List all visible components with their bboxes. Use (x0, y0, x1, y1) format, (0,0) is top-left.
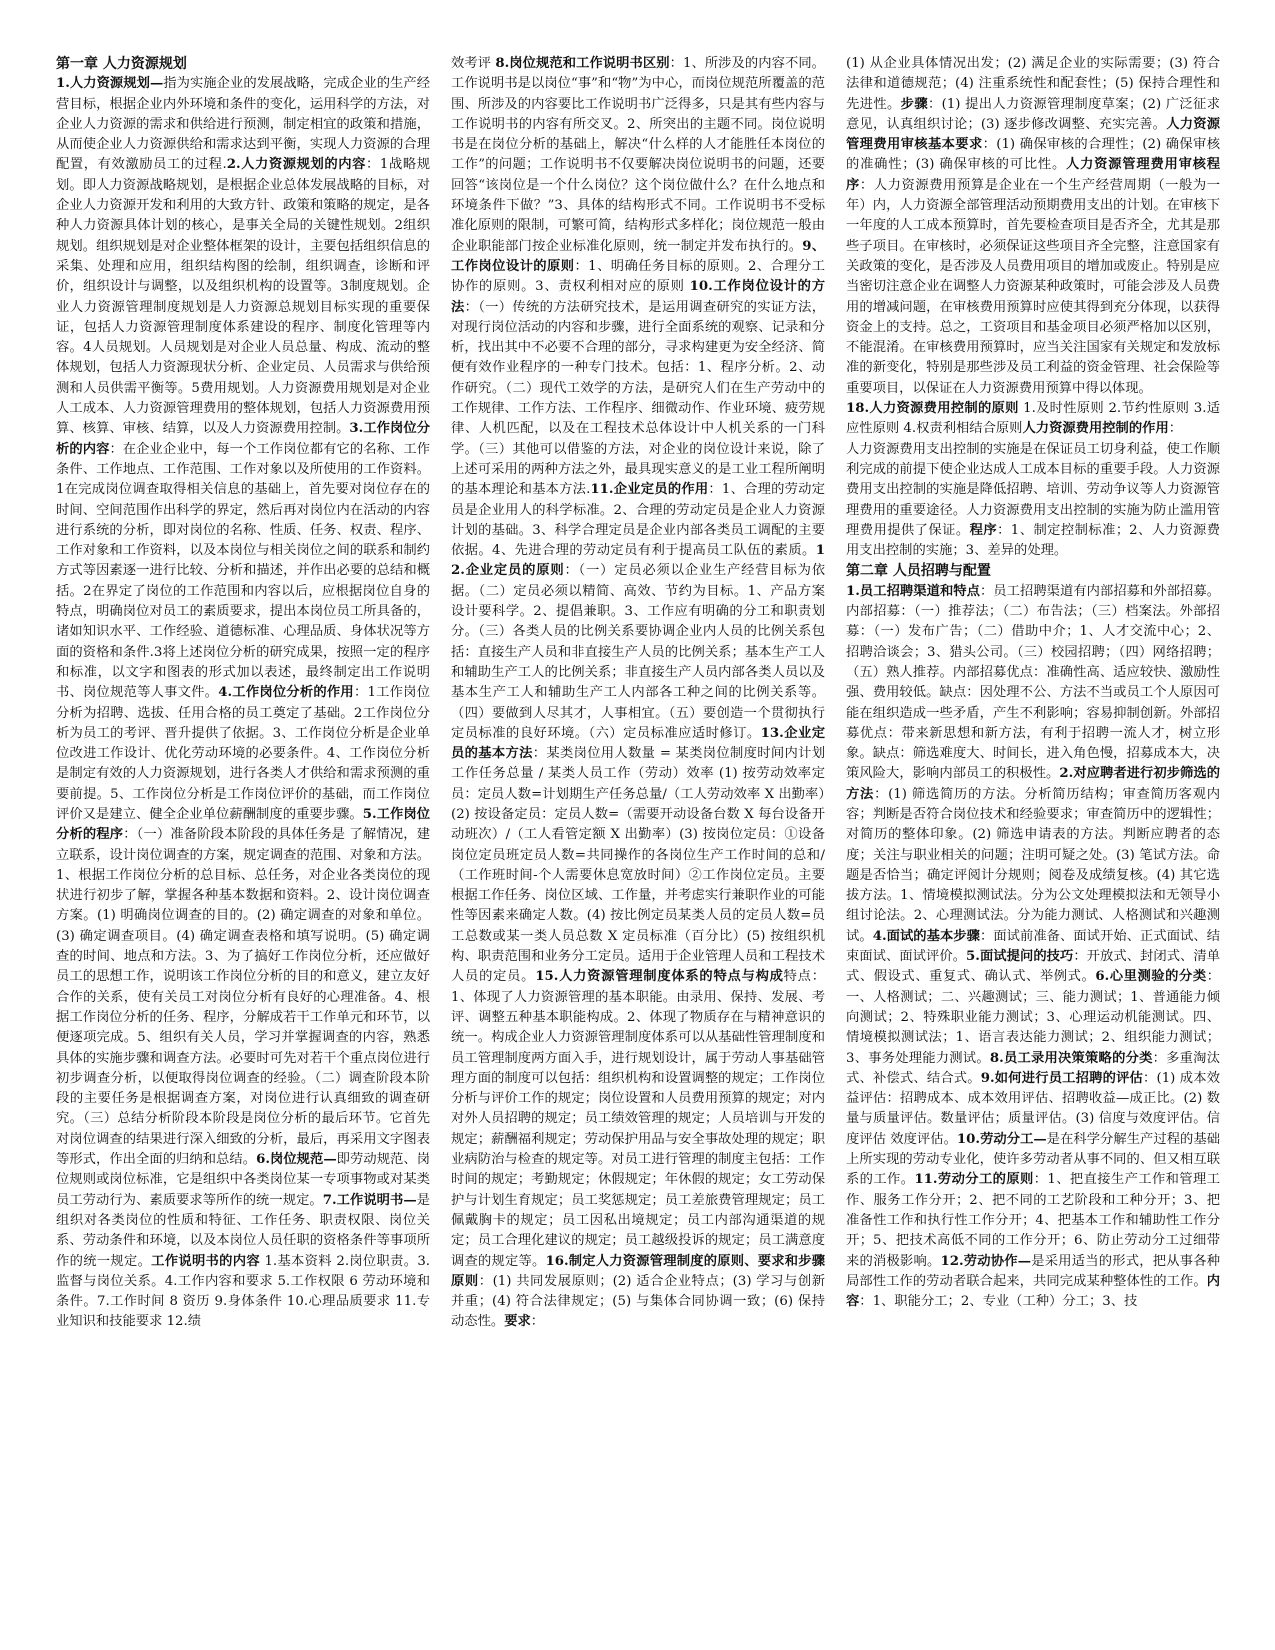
body-text: ：某类岗位用人数量 = 某类岗位制度时间内计划工作任务总量 / 某类人员工作（劳动）效率 (1) 按劳动效率定员：定员人数=计划期生产任务总量/（工人劳动效率 X 出勤率）(2) 按设备定员：定员人数=（需要开动设备台数 X 每台设备开动班次）/（工人看管定额 X 出勤率）(3) 按岗位定员：①设备岗位定员班定员人数=共同操作的各岗位生产工作时间的总和/（工作班时间-个人需要休息宽放时间）②工作岗位定员。主要根据工作任务、岗位区域、工作量，并考虑实行兼职作业的可能性等因素来确定人数。(4) 按比例定员某类人员的定员人数=员工总数或某一类人员总数 X 定员标准（百分比）(5) 按组织机构、职责范围和业务分工定员。适用于企业管理人员和工程技术人员的定员。 (451, 746, 825, 985)
body-text: ：(1) 共同发展原则；(2) 适合企业特点；(3) 学习与创新并重；(4) 符合法律规定；(5) 与集体合同协调一致；(6) 保持动态性。 (451, 1273, 825, 1330)
term-heading: 7.工作说明书— (322, 1192, 417, 1208)
body-text: ：多重淘汰式、补偿式、结合式。 (846, 1050, 1220, 1086)
term-heading: 6.岗位规范— (256, 1152, 337, 1168)
body-text: ： (1168, 421, 1183, 437)
body-text: ：1、职能分工；2、专业（工种）分工；3、技 (859, 1294, 1138, 1310)
term-heading: 内容 (846, 1273, 1220, 1310)
body-text: 是采用适当的形式，把从事各种局部性工作的劳动者联合起来，共同完成某种整体性的工作。 (846, 1253, 1220, 1289)
body-text: ：1工作岗位分析为招聘、选拔、任用合格的员工奠定了基础。2工作岗位分析为员工的考评、晋升提供了依据。3、工作岗位分析是企业单位改进工作设计、优化劳动环境的必要条件。4、工作岗位分析是制定有效的人力资源规划，进行各类人才供给和需求预测的重要前提。5、工作岗位分析是工作岗位评价的基础，而工作岗位评价又是建立、健全企业单位薪酬制度的重要步骤。 (56, 685, 430, 822)
body-text: ： (530, 1314, 545, 1330)
body-text: ：在企业企业中，每一个工作岗位都有它的名称、工作条件、工作地点、工作范围、工作对象以及所使用的工作资料。1在完成岗位调查取得相关信息的基础上，首先要对岗位存在的时间、空间范围作出科学的界定，然后再对岗位内在活动的内容进行系统的分析，即对岗位的名称、性质、任务、权责、程序、工作对象和工作资料，以及本岗位与相关岗位之间的联系和制约方式等因素逐一进行比较、分析和描述，并作出必要的总结和概括。2在界定了岗位的工作范围和内容以后，应根据岗位自身的特点，明确岗位对员工的素质要求，提出本岗位员工所具备的，诸如知识水平、工作经验、道德标准、心理品质、身体状况等方面的资格和条件.3将上述岗位分析的研究成果，按照一定的程序和标准，以文字和图表的形式加以表述，最终制定出工作说明书、岗位规范等人事文件。 (56, 441, 430, 701)
body-text: ：(1) 确保审核的合理性；(2) 确保审核的准确性；(3) 确保审核的可比性。 (846, 137, 1220, 173)
body-text: 1.及时性原则 2.节约性原则 3.适应性原则 4.权责利相结合原则 (846, 401, 1220, 437)
term-heading: 1.员工招聘渠道和特点 (846, 583, 980, 599)
body-text: 是在科学分解生产过程的基础上所实现的劳动专业化，使许多劳动者从事不同的、但又相互联系的工作。 (846, 1131, 1220, 1188)
body-text: ：1、所涉及的内容不同。工作说明书是以岗位“事”和“物”为中心，而岗位规范所覆盖的范围、所涉及的内容要比工作说明书广泛得多，只是其有些内容与工作说明书的内容有所交叉。2、所突出的主题不同。岗位说明书是在岗位分析的基础上，解决“什么样的人才能胜任本岗位的工作”的问题；工作说明书不仅要解决岗位说明书的问题，还要回答“该岗位是一个什么岗位？这个岗位做什么？在什么地点和环境条件下做？”3、具体的结构形式不同。工作说明书不受标准化原则的限制，可繁可简，结构形式多样化；岗位规范一般由企业职能部门按企业标准化原则，统一制定并发布执行的。 (451, 56, 825, 254)
term-heading: 13.企业定员的基本方法 (451, 725, 825, 762)
term-heading: 4.面试的基本步骤 (872, 928, 980, 944)
chapter-heading (846, 561, 1220, 581)
body-text: 人力资源费用支出控制的实施是在保证员工切身利益，使工作顺利完成的前提下使企业达成人工成本目标的重要手段。人力资源费用支出控制的实施是降低招聘、培训、劳动争议等人力资源管理费用的重要途径。人力资源费用支出控制的实施为防止滥用管理费用提供了保证。 (846, 441, 1220, 538)
term-heading: 工作说明书的内容 (151, 1253, 260, 1269)
body-text: ：1战略规划。即人力资源战略规划，是根据企业总体发展战略的目标，对企业人力资源开发和利用的大致方针、政策和策略的规定，是各种人力资源具体计划的核心，是事关全局的关键性规划。2组织规划。组织规划是对企业整体框架的设计，主要包括组织信息的采集、处理和应用，组织结构图的绘制，组织调查，诊断和评价，组织设计与调整，以及组织机构的设置等。3制度规划。企业人力资源管理制度规划是人力资源总规划目标实现的重要保证，包括人力资源管理制度体系建设的程序、制度化管理等内容。4人员规划。人员规划是对企业人员总量、构成、流动的整体规划，包括人力资源现状分析、企业定员、人员需求与供给预测和人员供需平衡等。5费用规划。人力资源费用规划是对企业人工成本、人力资源管理费用的整体规划，包括人力资源费用预算、核算、审核、结算，以及人力资源费用控制。 (56, 157, 430, 437)
body-text: ：（一）传统的方法研究技术，是运用调查研究的实证方法，对现行岗位活动的内容和步骤，进行全面系统的观察、记录和分析，找出其中不必要不合理的部分，寻求构建更为安全经济、简便有效作业程序的一种专门技术。包括：1、程序分析。2、动作研究。（二）现代工效学的方法，是研究人们在生产劳动中的工作规律、工作方法、工作程序、细微动作、作业环境、疲劳规律、人机匹配，以及在工程技术总体设计中人机关系的一门科学。（三）其他可以借鉴的方法，对企业的岗位设计来说，除了上述可采用的两种方法之外，最具现实意义的是工业工程所阐明的基本理论和基本方法. (451, 299, 825, 498)
paragraph (56, 74, 430, 1332)
term-heading: 18.人力资源费用控制的原则 (846, 401, 1019, 417)
body-text: 指为实施企业的发展战略，完成企业的生产经营目标，根据企业内外环境和条件的变化，运用科学的方法，对企业人力资源的需求和供给进行预测，制定相宜的政策和措施，从而使企业人力资源供给和需求达到平衡，实现人力资源的合理配置，有效激励员工的过程. (56, 76, 430, 173)
paragraph (846, 399, 1220, 440)
body-text: ：(1) 筛选简历的方法。分析简历结构；审查简历客观内容；判断是否符合岗位技术和经验要求；审查简历中的逻辑性；对简历的整体印象。(2) 筛选申请表的方法。判断应聘者的态度；关注与职业相关的问题；注明可疑之处。(3) 笔试方法。命题是否恰当；确定评阅计分规则；阅卷及成绩复核。(4) 其它选拔方法。1、情境模拟测试法。分为公文处理模拟法和无领导小组讨论法。2、心理测试法。分为能力测试、人格测试和兴趣测试。 (846, 786, 1220, 944)
paragraph (451, 54, 825, 1333)
body-text: ：1、制定控制标准；2、人力资源费用支出控制的实施；3、差异的处理。 (846, 522, 1220, 559)
term-heading: 2.对应聘者进行初步筛选的方法 (846, 766, 1220, 802)
paragraph (846, 582, 1220, 1313)
body-text: 1.基本资料 2.岗位职责。3.监督与岗位关系。4.工作内容和要求 5.工作权限 6 劳动环境和条件。7.工作时间 8 资历 9.身体条件 10.心理品质要求 11.专业知识和技能要求 12.绩 (56, 1253, 430, 1330)
term-heading: 人力资源费用控制的作用 (1022, 421, 1169, 437)
term-heading: 11.企业定员的作用 (590, 482, 709, 498)
term-heading: 第二章 人员招聘与配置 (846, 563, 991, 580)
term-heading: 1.人力资源规划— (56, 76, 164, 92)
term-heading: 5.面试提问的技巧 (966, 949, 1074, 965)
term-heading: 12.劳动协作— (940, 1253, 1032, 1269)
body-text: ：员工招聘渠道有内部招募和外部招募。内部招募：（一）推荐法；（二）布告法；（三）档案法。外部招募：（一）发布广告；（二）借助中介；1、人才交流中心；2、招聘洽谈会；3、猎头公司。（三）校园招聘；（四）网络招聘；（五）熟人推荐。内部招募优点：准确性高、适应较快、激励性强、费用较低。缺点：因处理不公、方法不当或员工个人原因可能在组织造成一些矛盾，产生不利影响；容易抑制创新。外部招募优点：带来新思想和新方法，有利于招聘一流人才，树立形象。缺点：筛选难度大、时间长，进入角色慢，招募成本大，决策风险大，影响内部员工的积极性。 (846, 583, 1220, 782)
term-heading: 第一章 人力资源规划 (56, 56, 187, 72)
term-heading: 8.岗位规范和工作说明书区别 (495, 56, 670, 71)
body-text: ：开放式、封闭式、清单式、假设式、重复式、确认式、举例式。 (846, 949, 1220, 985)
body-text: ：面试前准备、面试开始、正式面试、结束面试、面试评价。 (846, 928, 1220, 965)
body-text: 特点：1、体现了人力资源管理的基本职能。由录用、保持、发展、考评、调整五种基本职能构成。2、体现了物质存在与精神意识的统一。构成企业人力资源管理制度体系可以从基础性管理制度和员工管理制度两方面入手，进行规划设计，属于劳动人事基础管理方面的制度可以包括：组织机构和设置调整的规定；工作岗位分析与评价工作的规定；岗位设置和人员费用预算的规定；对内对外人员招聘的规定；员工绩效管理的规定；人员培训与开发的规定；薪酬福利规定；劳动保护用品与安全事故处理的规定；职业病防治与检查的规定等。对员工进行管理的制度主包括：工作时间的规定；考勤规定；休假规定；年休假的规定；女工劳动保护与计划生育规定；员工奖惩规定；员工差旅费管理规定；员工佩戴胸卡的规定；员工因私出境规定；员工内部沟通渠道的规定；员工合理化建议的规定；员工越级投诉的规定；员工满意度调查的规定等。 (451, 969, 825, 1269)
body-text: ：(1) 成本效益评估：招聘成本、成本效用评估、招聘收益—成正比。(2) 数量与质量评估。数量评估；质量评估。(3) 信度与效度评估。信度评估 效度评估。 (846, 1070, 1220, 1147)
body-text: ：1、把直接生产工作和管理工作、服务工作分开；2、把不同的工艺阶段和工种分开；3、把准备性工作和执行性工作分开；4、把基本工作和辅助性工作分开；5、把技术高低不同的工作分开；6、防止劳动分工过细带来的消极影响。 (846, 1172, 1220, 1269)
body-text: ：1、明确任务目标的原则。2、合理分工协作的原则。3、责权利相对应的原则 (451, 258, 825, 295)
term-heading: 10.工作岗位设计的方法 (451, 279, 825, 315)
paragraph (846, 440, 1220, 562)
body-text: ：人力资源费用预算是企业在一个生产经营周期（一般为一年）内，人力资源全部管理活动预期费用支出的计划。在审核下一年度的人工成本预算时，首先要检查项目是否齐全，尤其是那些子项目。在审核时，必须保证这些项目齐全完整，注意国家有关政策的变化，是否涉及人员费用项目的增加或废止。特别是应当密切注意企业在调整人力资源某种政策时，可能会涉及人员费用的增减问题，在审核费用预算时应使其得到充分体现，以获得资金上的支持。总之，工资项目和基金项目必须严格加以区别，不能混淆。在审核费用预算时，应当关注国家有关规定和发放标准的新变化，特别是那些涉及员工利益的资金管理、社会保险等重要项目，以保证在人力资源费用预算中得以体现。 (846, 177, 1220, 396)
text-column-left (56, 54, 430, 1624)
term-heading: 人力资源管理费用审核程序 (846, 157, 1220, 193)
body-text: 是组织对各类岗位的性质和特征、工作任务、职责权限、岗位关系、劳动条件和环境，以及本岗位人员任职的资格条件等事项所作的统一规定。 (56, 1192, 430, 1269)
term-heading: 12.企业定员的原则 (451, 543, 825, 579)
term-heading: 4.工作岗位分析的作用 (218, 685, 354, 701)
term-heading: 人力资源管理费用审核基本要求 (846, 116, 1220, 153)
paragraph (846, 54, 1220, 399)
text-column-right (846, 54, 1220, 1624)
term-heading: 3.工作岗位分析的内容 (56, 421, 430, 457)
text-column-middle (451, 54, 825, 1624)
term-heading: 程序 (969, 522, 998, 538)
term-heading: 15.人力资源管理制度体系的特点与构成 (535, 969, 784, 985)
term-heading: 8.员工录用决策策略的分类 (989, 1050, 1153, 1066)
term-heading: 要求 (504, 1314, 531, 1330)
body-text: ：(1) 提出人力资源管理制度草案；(2) 广泛征求意见，认真组织讨论；(3) 逐步修改调整、充实完善。 (846, 96, 1220, 132)
body-text: (1) 从企业具体情况出发；(2) 满足企业的实际需要；(3) 符合法律和道德规范；(4) 注重系统性和配套性；(5) 保持合理性和先进性。 (846, 56, 1220, 112)
term-heading: 11.劳动分工的原则 (914, 1172, 1034, 1188)
term-heading: 6.心里测验的分类 (1095, 969, 1207, 985)
body-text: ：1、合理的劳动定员是企业用人的科学标准。2、合理的劳动定员是企业人力资源计划的基础。3、科学合理定员是企业内部各类员工调配的主要依据。4、先进合理的劳动定员有利于提高员工队伍的素质。 (451, 482, 825, 559)
term-heading: 9、工作岗位设计的原则 (451, 238, 825, 274)
term-heading: 5.工作岗位分析的程序 (56, 806, 430, 843)
chapter-heading (56, 54, 430, 74)
term-heading: 步骤 (900, 96, 928, 112)
body-text: ：（一）准备阶段本阶段的具体任务是 了解情况，建立联系，设计岗位调查的方案，规定调查的范围、对象和方法。1、根据工作岗位分析的总目标、总任务，对企业各类岗位的现状进行初步了解，掌握各种基本数据和资料。2、设计岗位调查方案。(1) 明确岗位调查的目的。(2) 确定调查的对象和单位。(3) 确定调查项目。(4) 确定调查表格和填写说明。(5) 确定调查的时间、地点和方法。3、为了搞好工作岗位分析，还应做好员工的思想工作，说明该工作岗位分析的目的和意义，建立友好合作的关系，使有关员工对岗位分析有良好的心理准备。4、根据工作岗位分析的任务、程序，分解成若干工作单元和环节，以便逐项完成。5、组织有关人员，学习并掌握调查的内容，熟悉具体的实施步骤和调查方法。必要时可先对若干个重点岗位进行初步调查分析，以便取得岗位调查的经验。（二）调查阶段本阶段的主要任务是根据调查方案，对岗位进行认真细致的调查研究。（三）总结分析阶段本阶段是岗位分析的最后环节。它首先对岗位调查的结果进行深入细致的分析，最后，再采用文字图表等形式，作出全面的归纳和总结。 (56, 827, 430, 1168)
term-heading: 2.人力资源规划的内容 (226, 157, 367, 173)
body-text: 即劳动规范、岗位规则或岗位标准，它是组织中各类岗位某一专项事物或对某类员工劳动行为、素质要求等所作的统一规定。 (56, 1152, 430, 1208)
term-heading: 9.如何进行员工招聘的评估 (980, 1070, 1144, 1086)
body-text: ：一、人格测试；二、兴趣测试；三、能力测试；1、普通能力倾向测试；2、特殊职业能力测试；3、心理运动机能测试。四、情境模拟测试法；1、语言表达能力测试；2、组织能力测试；3、事务处理能力测试。 (846, 969, 1220, 1066)
term-heading: 10.劳动分工— (956, 1131, 1047, 1147)
body-text: ：（一）定员必须以企业生产经营目标为依据。（二）定员必须以精简、高效、节约为目标。1、产品方案设计要科学。2、提倡兼职。3、工作应有明确的分工和职责划分。（三）各类人员的比例关系要协调企业内人员的比例关系包括：直接生产人员和非直接生产人员的比例关系；基本生产工人和辅助生产工人的比例关系；非直接生产人员内部各类人员以及基本生产工人和辅助生产工人内部各工种之间的比例关系等。（四）要做到人尽其才，人事相宜。（五）要创造一个贯彻执行定员标准的良好环境。（六）定员标准应适时修订。 (451, 563, 825, 741)
document-page (56, 54, 1220, 1624)
term-heading: 16.制定人力资源管理制度的原则、要求和步骤原则 (451, 1253, 825, 1289)
body-text: 效考评 (451, 56, 496, 71)
